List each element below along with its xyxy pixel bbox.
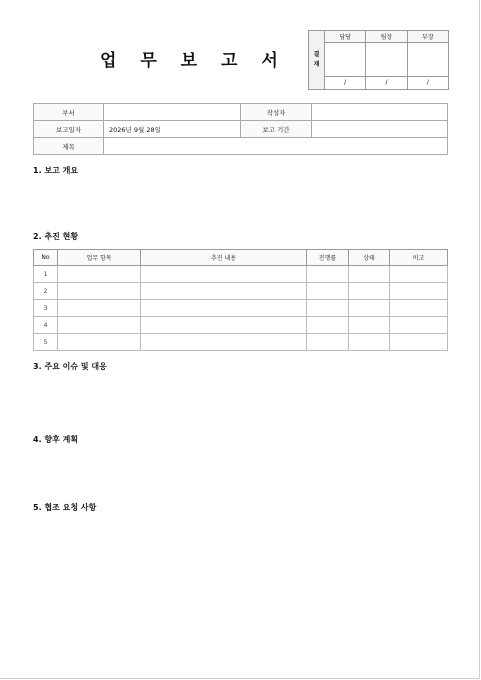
report-info-table	[33, 103, 448, 155]
department-field[interactable]	[104, 104, 241, 121]
subject-field[interactable]	[104, 138, 448, 155]
approval-side-char: 재	[313, 61, 320, 68]
approval-signature-manager[interactable]	[407, 43, 448, 77]
progress-table-header	[34, 250, 448, 266]
report-period-field[interactable]	[312, 121, 448, 138]
column-header-content: 추진 내용	[141, 250, 307, 266]
column-header-task: 업무 항목	[58, 250, 141, 266]
approval-signature-team-lead[interactable]	[366, 43, 407, 77]
table-row	[34, 300, 448, 317]
task-cell[interactable]	[58, 283, 141, 300]
note-cell[interactable]	[390, 283, 448, 300]
report-period-label: 보고 기간	[241, 121, 312, 138]
content-cell[interactable]	[141, 283, 307, 300]
section-heading-issues: 3. 주요 이슈 및 대응	[33, 362, 107, 371]
section-heading-cooperation: 5. 협조 요청 사항	[33, 503, 97, 512]
department-label: 부서	[34, 104, 104, 121]
table-row	[34, 283, 448, 300]
row-number: 2	[34, 283, 58, 300]
approval-role-staff: 담당	[325, 31, 366, 43]
progress-table	[33, 249, 448, 351]
content-cell[interactable]	[141, 266, 307, 283]
note-cell[interactable]	[390, 300, 448, 317]
task-cell[interactable]	[58, 317, 141, 334]
status-cell[interactable]	[349, 300, 390, 317]
content-cell[interactable]	[141, 300, 307, 317]
content-cell[interactable]	[141, 334, 307, 351]
approval-date-team-lead[interactable]: /	[366, 76, 407, 89]
rate-cell[interactable]	[307, 334, 349, 351]
task-cell[interactable]	[58, 266, 141, 283]
rate-cell[interactable]	[307, 317, 349, 334]
approval-role-manager: 부장	[407, 31, 448, 43]
subject-label: 제목	[34, 138, 104, 155]
row-number: 5	[34, 334, 58, 351]
report-date-label: 보고일자	[34, 121, 104, 138]
column-header-no: No	[34, 250, 58, 266]
section-heading-progress: 2. 추진 현황	[33, 232, 79, 241]
column-header-status: 상태	[349, 250, 390, 266]
report-date-field[interactable]: 2026년 9월 28일	[104, 121, 241, 138]
approval-role-team-lead: 팀장	[366, 31, 407, 43]
status-cell[interactable]	[349, 266, 390, 283]
author-field[interactable]	[312, 104, 448, 121]
column-header-rate: 진행률	[307, 250, 349, 266]
content-cell[interactable]	[141, 317, 307, 334]
section-heading-overview: 1. 보고 개요	[33, 166, 79, 175]
task-cell[interactable]	[58, 300, 141, 317]
author-label: 작성자	[241, 104, 312, 121]
row-number: 3	[34, 300, 58, 317]
column-header-note: 비고	[390, 250, 448, 266]
row-number: 4	[34, 317, 58, 334]
section-heading-plans: 4. 향후 계획	[33, 435, 79, 444]
row-number: 1	[34, 266, 58, 283]
approval-date-staff[interactable]: /	[325, 76, 366, 89]
note-cell[interactable]	[390, 334, 448, 351]
task-cell[interactable]	[58, 334, 141, 351]
status-cell[interactable]	[349, 283, 390, 300]
approval-signature-staff[interactable]	[325, 43, 366, 77]
rate-cell[interactable]	[307, 266, 349, 283]
rate-cell[interactable]	[307, 300, 349, 317]
note-cell[interactable]	[390, 317, 448, 334]
approval-box	[308, 30, 449, 90]
approval-date-manager[interactable]: /	[407, 76, 448, 89]
note-cell[interactable]	[390, 266, 448, 283]
document-title: 업 무 보 고 서	[100, 51, 287, 71]
table-row	[34, 266, 448, 283]
table-row	[34, 317, 448, 334]
table-row	[34, 334, 448, 351]
status-cell[interactable]	[349, 334, 390, 351]
rate-cell[interactable]	[307, 283, 349, 300]
approval-side-char: 결	[313, 51, 320, 58]
status-cell[interactable]	[349, 317, 390, 334]
approval-side-label	[309, 31, 325, 90]
